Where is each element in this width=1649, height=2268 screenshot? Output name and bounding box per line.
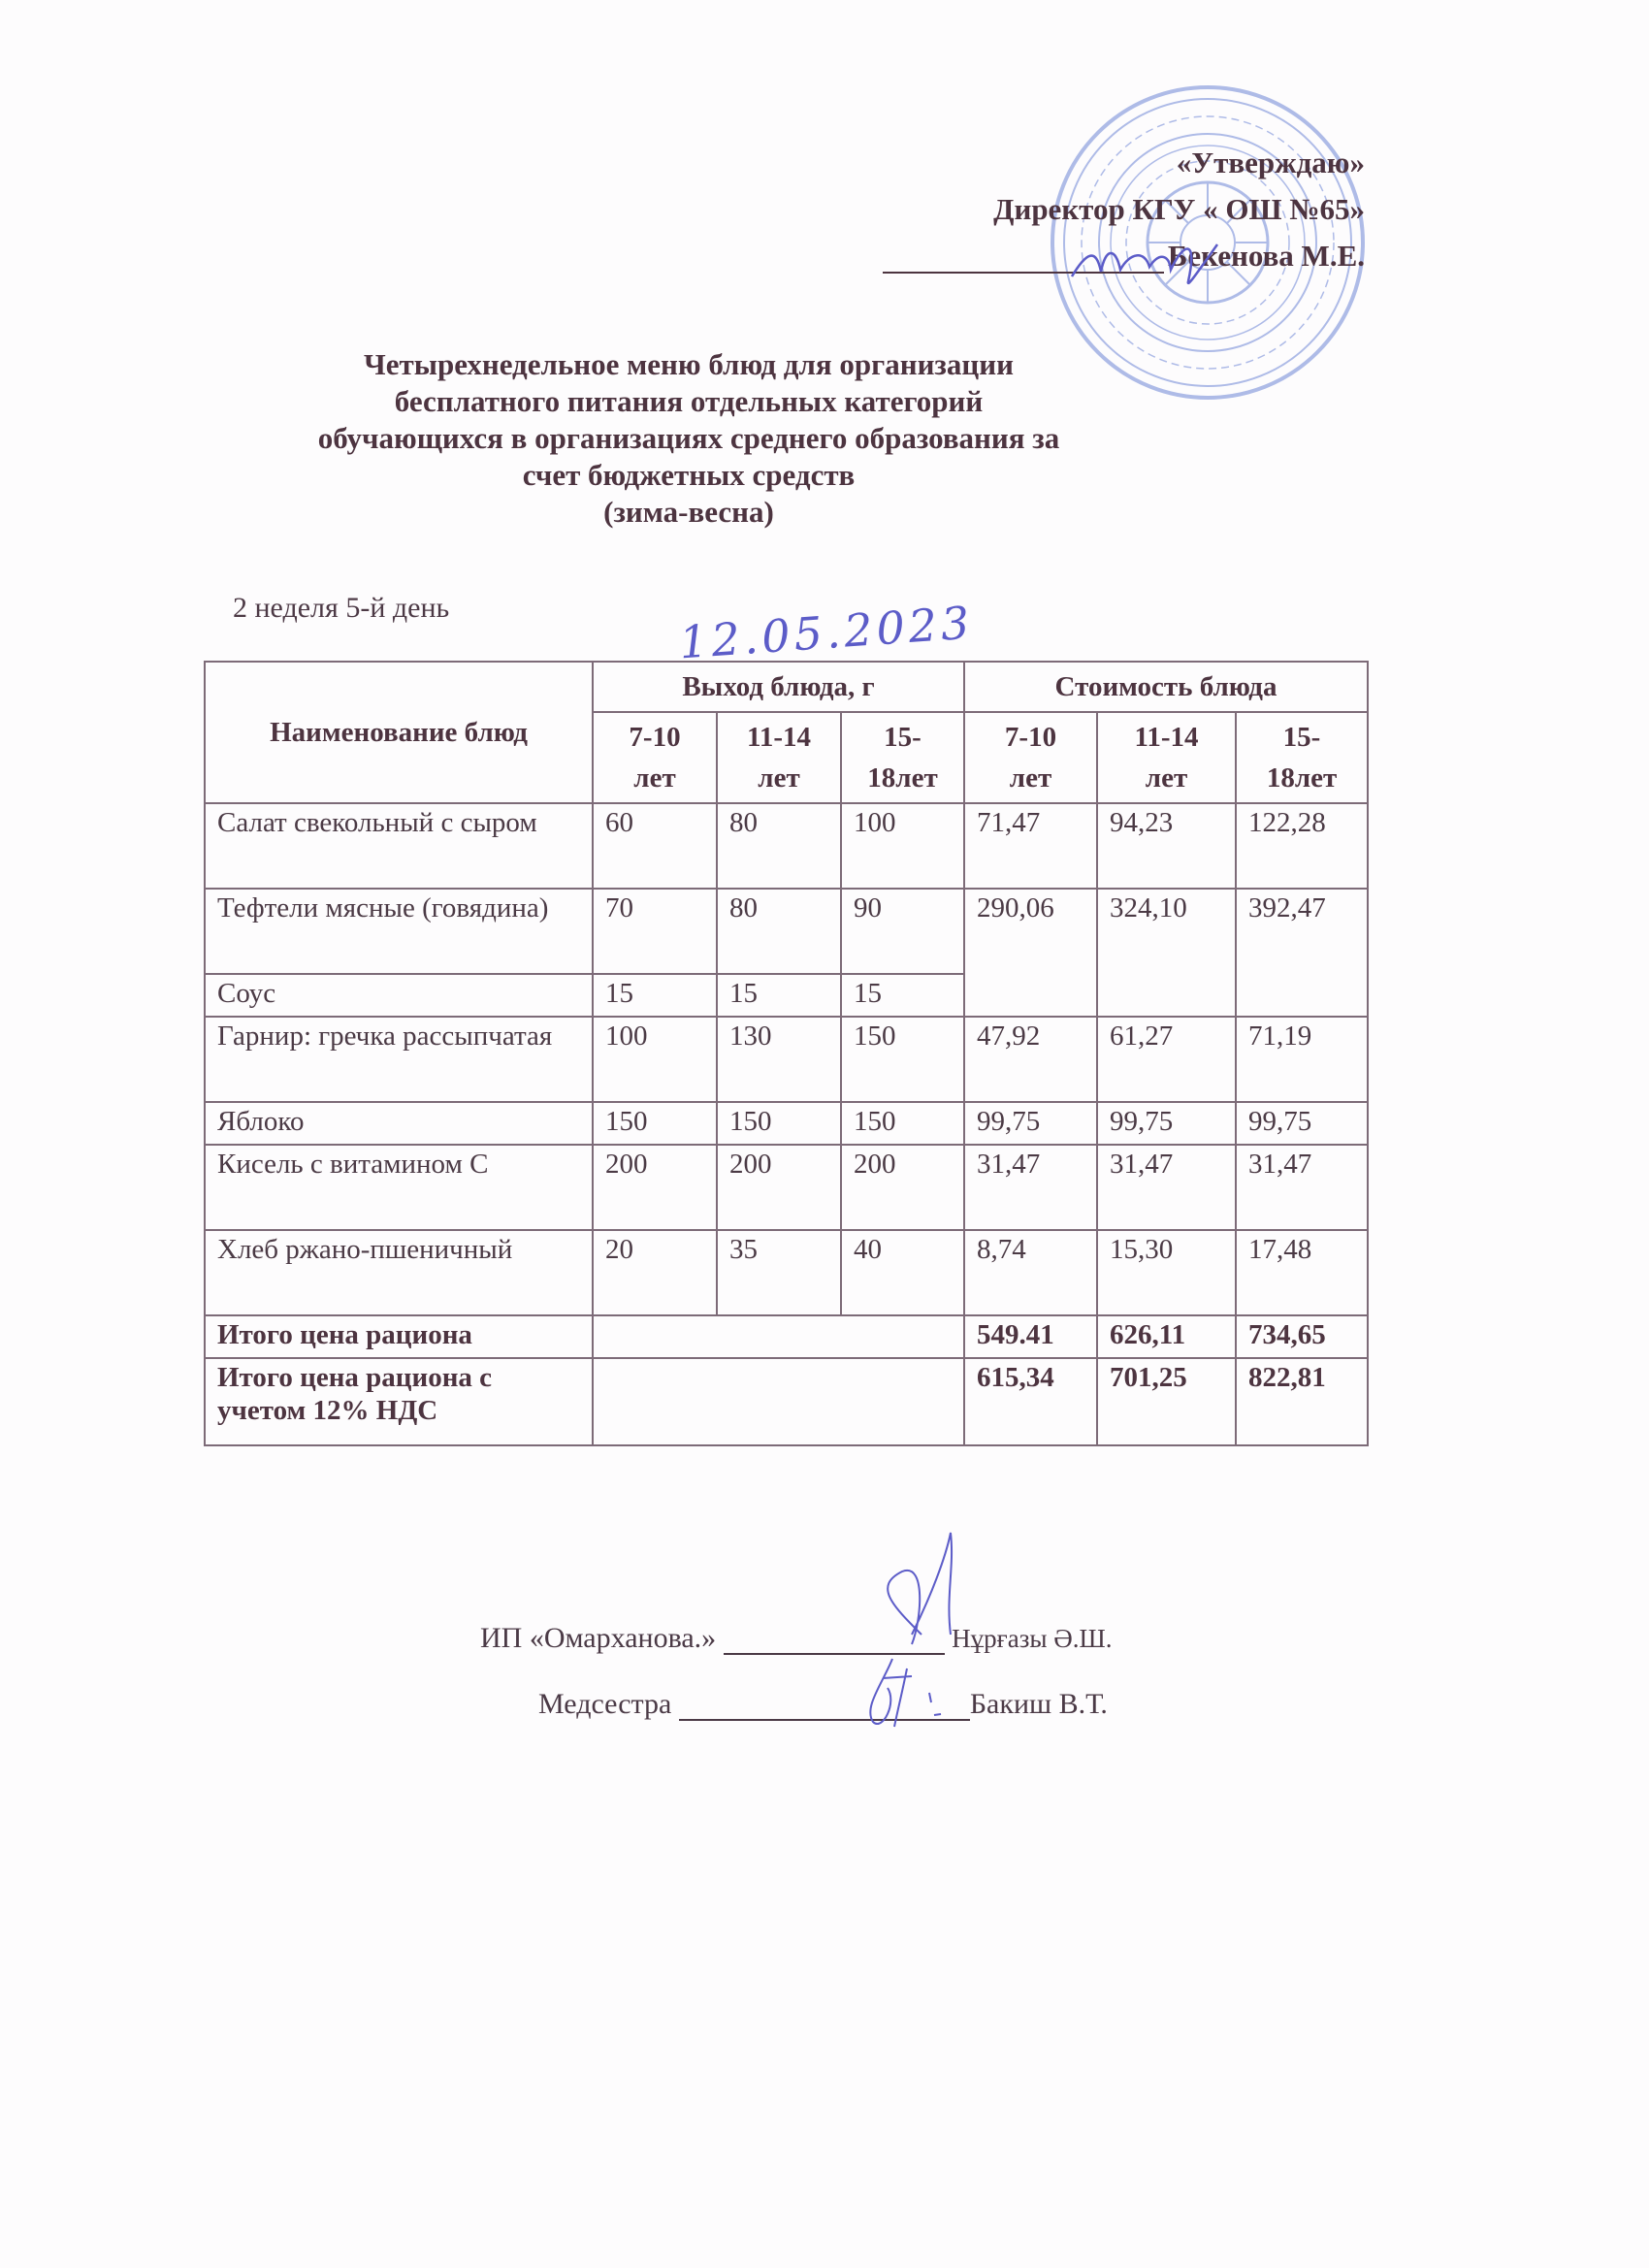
supplier-signature-line	[480, 1622, 1113, 1655]
cost-cell: 392,47	[1236, 889, 1368, 1017]
nurse-label: Медсестра	[538, 1688, 672, 1720]
table-header-row	[205, 662, 1368, 712]
handwritten-date: 12.05.2023	[677, 596, 975, 669]
header-dish-name: Наименование блюд	[205, 662, 593, 803]
signature-underline	[679, 1690, 970, 1721]
cost-cell: 15,30	[1097, 1230, 1236, 1315]
signature-underline	[883, 243, 1164, 274]
total-label: Итого цена рациона	[205, 1315, 593, 1358]
yield-cell: 15	[593, 974, 717, 1017]
title-line: счет бюджетных средств	[522, 458, 856, 492]
menu-table	[204, 661, 1369, 1446]
header-cost-group: Стоимость блюда	[964, 662, 1368, 712]
cost-cell: 8,74	[964, 1230, 1097, 1315]
week-day-label: 2 неделя 5-й день	[233, 592, 450, 624]
yield-cell: 20	[593, 1230, 717, 1315]
cost-cell: 290,06	[964, 889, 1097, 1017]
cost-cell: 99,75	[1236, 1102, 1368, 1145]
yield-cell: 150	[841, 1017, 964, 1102]
dish-name: Салат свекольный с сыром	[205, 803, 593, 889]
total-vat-label: Итого цена рациона с учетом 12% НДС	[205, 1358, 593, 1445]
supplier-label: ИП «Омарханова.»	[480, 1622, 717, 1654]
cost-cell: 71,47	[964, 803, 1097, 889]
cost-cell: 61,27	[1097, 1017, 1236, 1102]
dish-name: Кисель с витамином С	[205, 1145, 593, 1230]
yield-cell: 200	[593, 1145, 717, 1230]
table-row	[205, 1017, 1368, 1102]
title-line: (зима-весна)	[603, 495, 774, 529]
total-empty-cell	[593, 1358, 964, 1445]
yield-cell: 100	[593, 1017, 717, 1102]
dish-name: Хлеб ржано-пшеничный	[205, 1230, 593, 1315]
dish-name: Гарнир: гречка рассыпчатая	[205, 1017, 593, 1102]
cost-cell: 324,10	[1097, 889, 1236, 1017]
cost-cell: 31,47	[964, 1145, 1097, 1230]
header-yield-age-7-10: 7-10 лет	[593, 712, 717, 803]
approval-director-title: Директор КГУ « ОШ №65»	[993, 192, 1365, 226]
dish-name: Тефтели мясные (говядина)	[205, 889, 593, 974]
cost-cell: 99,75	[1097, 1102, 1236, 1145]
total-vat-cost-cell: 615,34	[964, 1358, 1097, 1445]
nurse-signature-line	[538, 1688, 1108, 1721]
yield-cell: 80	[717, 803, 841, 889]
total-vat-cost-cell: 822,81	[1236, 1358, 1368, 1445]
cost-cell: 31,47	[1236, 1145, 1368, 1230]
document-title	[291, 346, 1086, 531]
table-row	[205, 1145, 1368, 1230]
header-yield-group: Выход блюда, г	[593, 662, 964, 712]
yield-cell: 150	[717, 1102, 841, 1145]
total-cost-cell: 549.41	[964, 1315, 1097, 1358]
total-cost-cell: 734,65	[1236, 1315, 1368, 1358]
signature-underline	[724, 1624, 945, 1655]
cost-cell: 31,47	[1097, 1145, 1236, 1230]
yield-cell: 150	[593, 1102, 717, 1145]
total-vat-row	[205, 1358, 1368, 1445]
title-line: обучающихся в организациях среднего образования за	[317, 421, 1060, 455]
title-line: бесплатного питания отдельных категорий	[394, 384, 984, 418]
cost-cell: 122,28	[1236, 803, 1368, 889]
yield-cell: 70	[593, 889, 717, 974]
yield-cell: 130	[717, 1017, 841, 1102]
total-cost-cell: 626,11	[1097, 1315, 1236, 1358]
yield-cell: 90	[841, 889, 964, 974]
yield-cell: 200	[841, 1145, 964, 1230]
cost-cell: 99,75	[964, 1102, 1097, 1145]
yield-cell: 40	[841, 1230, 964, 1315]
director-name: Бекенова М.Е.	[1167, 239, 1365, 273]
total-row	[205, 1315, 1368, 1358]
dish-name: Соус	[205, 974, 593, 1017]
header-cost-age-15-18: 15- 18лет	[1236, 712, 1368, 803]
yield-cell: 200	[717, 1145, 841, 1230]
header-cost-age-7-10: 7-10 лет	[964, 712, 1097, 803]
nurse-name: Бакиш В.Т.	[969, 1688, 1108, 1720]
cost-cell: 17,48	[1236, 1230, 1368, 1315]
approval-heading: «Утверждаю»	[1176, 146, 1365, 179]
cost-cell: 94,23	[1097, 803, 1236, 889]
dish-name: Яблоко	[205, 1102, 593, 1145]
cost-cell: 71,19	[1236, 1017, 1368, 1102]
table-row	[205, 1230, 1368, 1315]
yield-cell: 100	[841, 803, 964, 889]
approval-director-signature-line	[883, 239, 1365, 274]
yield-cell: 15	[841, 974, 964, 1017]
yield-cell: 35	[717, 1230, 841, 1315]
yield-cell: 150	[841, 1102, 964, 1145]
header-yield-age-15-18: 15- 18лет	[841, 712, 964, 803]
total-vat-cost-cell: 701,25	[1097, 1358, 1236, 1445]
yield-cell: 60	[593, 803, 717, 889]
total-empty-cell	[593, 1315, 964, 1358]
header-yield-age-11-14: 11-14 лет	[717, 712, 841, 803]
table-row	[205, 1102, 1368, 1145]
table-row	[205, 803, 1368, 889]
table-row	[205, 889, 1368, 974]
yield-cell: 15	[717, 974, 841, 1017]
supplier-name: Нұрғазы Ә.Ш.	[952, 1624, 1113, 1653]
header-cost-age-11-14: 11-14 лет	[1097, 712, 1236, 803]
cost-cell: 47,92	[964, 1017, 1097, 1102]
title-line: Четырехнедельное меню блюд для организации	[364, 347, 1014, 381]
yield-cell: 80	[717, 889, 841, 974]
